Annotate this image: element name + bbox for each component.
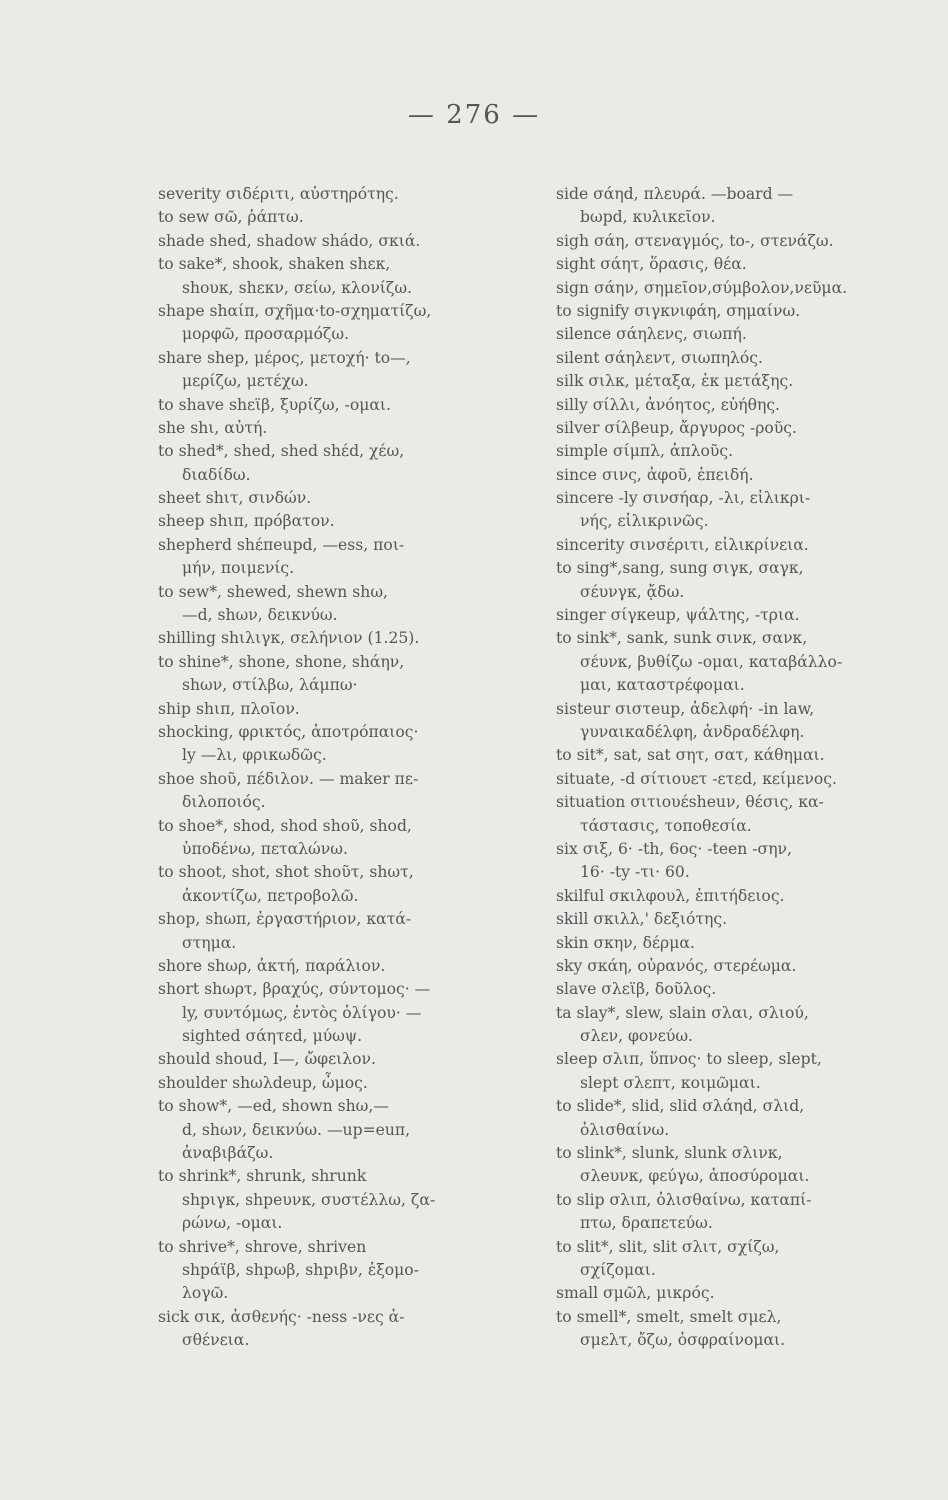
dictionary-line: σέυνγκ, ᾄδω. <box>580 582 685 601</box>
dictionary-line: skilful σκιλφουλ, ἐπιτήδειος. <box>556 886 785 905</box>
dictionary-line: to show*, —ed, shown shω,— <box>158 1097 389 1116</box>
dictionary-line: to shoe*, shod, shod shoῦ, shod, <box>158 816 412 835</box>
dictionary-line: d, shων, δεικνύω. —up=euπ, <box>182 1120 411 1139</box>
dictionary-line: μερίζω, μετέχω. <box>182 372 309 391</box>
dictionary-line: μήν, ποιμενίς. <box>182 559 295 578</box>
dictionary-line: six σιξ, 6· -th, 6ος· -teen -σην, <box>556 839 792 858</box>
dictionary-line: ὑποδένω, πεταλώνω. <box>182 839 348 858</box>
dictionary-line: to sake*, shook, shaken shεκ, <box>158 255 391 274</box>
dictionary-line: side σάηd, πλευρά. —board — <box>556 185 794 203</box>
dictionary-line: sincere -ly σινσήαρ, -λι, εἰλικρι- <box>556 489 811 508</box>
dictionary-line: situation σιτιουέsheuν, θέσις, κα- <box>556 793 824 812</box>
dictionary-line: shocking, φρικτός, ἀποτρόπαιος· <box>158 722 419 741</box>
dictionary-line: to sew σῶ, ῥάπτω. <box>158 208 304 227</box>
dictionary-line: to slip σλιπ, ὀλισθαίνω, καταπί- <box>556 1190 812 1209</box>
dictionary-line: ship shιπ, πλοῖον. <box>158 699 300 718</box>
dictionary-line: shpάϊβ, shpωβ, shpιβν, ἐξομο- <box>182 1260 419 1279</box>
dictionary-line: skin σκην, δέρμα. <box>556 933 695 952</box>
dictionary-line: to sink*, sank, sunk σινκ, σανκ, <box>556 629 808 648</box>
dictionary-line: shων, στίλβω, λάμπω· <box>182 676 358 695</box>
dictionary-line: since σινς, ἀφοῦ, ἐπειδή. <box>556 465 754 484</box>
dictionary-line: slave σλεϊβ, δοῦλος. <box>556 980 717 999</box>
dictionary-line: slept σλεπτ, κοιμῶμαι. <box>580 1073 761 1092</box>
dictionary-line: to slit*, slit, slit σλιτ, σχίζω, <box>556 1237 780 1256</box>
dictionary-line: situate, -d σίτιουετ -ετεd, κείμενος. <box>556 769 837 788</box>
dictionary-line: sighted σάητεd, μύωψ. <box>182 1027 363 1046</box>
dictionary-line: to shine*, shone, shone, shάην, <box>158 652 405 671</box>
dictionary-line: ἀναβιβάζω. <box>182 1144 274 1163</box>
dictionary-line: sheep shιπ, πρόβατον. <box>158 512 335 531</box>
dictionary-line: σμελτ, ὄζω, ὀσφραίνομαι. <box>580 1331 786 1350</box>
dictionary-line: skill σκιλλ,' δεξιότης. <box>556 910 728 929</box>
right-column <box>556 183 910 1353</box>
dictionary-line: to sit*, sat, sat σητ, σατ, κάθημαι. <box>556 746 825 765</box>
dictionary-line: should shoud, I—, ὤφειλον. <box>158 1050 376 1069</box>
dictionary-line: sincerity σινσέριτι, εἰλικρίνεια. <box>556 535 809 554</box>
dictionary-line: sisteur σιστeup, ἀδελφή· -in law, <box>556 699 815 718</box>
dictionary-line: shουκ, shεκν, σείω, κλονίζω. <box>182 278 413 297</box>
dictionary-line: ἀκοντίζω, πετροβολῶ. <box>182 886 359 905</box>
dictionary-line: shop, shωπ, ἐργαστήριον, κατά- <box>158 910 412 929</box>
dictionary-line: ly —λι, φρικωδῶς. <box>182 746 327 765</box>
dictionary-line: διαδίδω. <box>182 465 251 484</box>
dictionary-line: μορφῶ, προσαρμόζω. <box>182 325 350 344</box>
dictionary-line: silent σάηλεντ, σιωπηλός. <box>556 348 763 367</box>
dictionary-line: σλeυνκ, φεύγω, ἀποσύρομαι. <box>580 1167 810 1186</box>
dictionary-line: to shrink*, shrunk, shrunk <box>158 1167 367 1186</box>
dictionary-line: shoulder shωλdeup, ὦμος. <box>158 1073 368 1092</box>
dictionary-line: share shep, μέρος, μετοχή· to—, <box>158 348 411 367</box>
dictionary-line: σθένεια. <box>182 1331 250 1350</box>
page-number: — 276 — <box>407 100 541 130</box>
dictionary-line: shore shωρ, ἀκτή, παράλιον. <box>158 956 386 975</box>
dictionary-line: to signify σιγκνιφάη, σημαίνω. <box>556 301 801 320</box>
dictionary-line: shoe shoῦ, πέδιλον. — maker πε- <box>158 769 419 788</box>
dictionary-line: μαι, καταστρέφομαι. <box>580 676 745 695</box>
dictionary-line: to shrive*, shrove, shriven <box>158 1237 367 1256</box>
dictionary-line: λογῶ. <box>182 1284 229 1303</box>
dictionary-line: sigh σάη, στεναγμός, to-, στενάζω. <box>556 231 834 250</box>
dictionary-line: νής, εἰλικρινῶς. <box>580 512 709 531</box>
dictionary-line: ὀλισθαίνω. <box>580 1120 670 1139</box>
dictionary-line: —d, shων, δεικνύω. <box>182 606 338 625</box>
dictionary-line: simple σίμπλ, ἁπλοῦς. <box>556 442 734 461</box>
dictionary-line: στημα. <box>182 933 237 952</box>
dictionary-line: to sew*, shewed, shewn shω, <box>158 582 388 601</box>
dictionary-line: shilling shιλιγκ, σελήνιον (1.25). <box>158 629 420 648</box>
dictionary-line: shepherd shέπeupd, —ess, ποι- <box>158 535 405 554</box>
left-column <box>158 183 520 1353</box>
dictionary-line: sick σικ, ἀσθενής· -ness -νες ἀ- <box>158 1307 405 1326</box>
dictionary-line: to slide*, slid, slid σλάηd, σλιd, <box>556 1097 805 1116</box>
dictionary-line: singer σίγκeup, ψάλτης, -τρια. <box>556 606 800 625</box>
dictionary-line: σέυνκ, βυθίζω -ομαι, καταβάλλο- <box>580 652 843 671</box>
dictionary-line: shade shed, shadow shádo, σκιά. <box>158 231 421 250</box>
dictionary-line: severity σιδέριτι, αὐστηρότης. <box>158 185 399 203</box>
dictionary-line: silver σίλβeup, ἄργυρος -ροῦς. <box>556 418 797 437</box>
dictionary-line: sight σάητ, ὅρασις, θέα. <box>556 255 747 274</box>
dictionary-line: silly σίλλι, ἀνόητος, εὐήθης. <box>556 395 781 414</box>
dictionary-line: she shι, αὐτή. <box>158 418 268 437</box>
dictionary-line: sheet shιτ, σινδών. <box>158 489 312 508</box>
dictionary-line: to shed*, shed, shed shέd, χέω, <box>158 442 405 461</box>
dictionary-line: γυναικαδέλφη, ἀνδραδέλφη. <box>580 722 805 741</box>
dictionary-line: sky σκάη, οὐρανός, στερέωμα. <box>556 956 797 975</box>
dictionary-line: silk σιλκ, μέταξα, ἐκ μετάξης. <box>556 372 794 391</box>
dictionary-line: τάστασις, τοποθεσία. <box>580 816 752 835</box>
dictionary-line: shpιγκ, shpeυνκ, συστέλλω, ζα- <box>182 1190 436 1209</box>
dictionary-line: sign σάην, σημεῖον,σύμβολον,νεῦμα. <box>556 278 848 297</box>
dictionary-line: sleep σλιπ, ὕπνος· to sleep, slept, <box>556 1050 822 1069</box>
dictionary-line: to sing*,sang, sung σιγκ, σαγκ, <box>556 559 804 578</box>
dictionary-line: to slink*, slunk, slunk σλινκ, <box>556 1144 783 1163</box>
dictionary-line: to shave shεϊβ, ξυρίζω, -ομαι. <box>158 395 391 414</box>
dictionary-line: to smell*, smelt, smelt σμελ, <box>556 1307 782 1326</box>
dictionary-line: σχίζομαι. <box>580 1260 656 1279</box>
dictionary-line: bωpd, κυλικεῖον. <box>580 208 716 227</box>
dictionary-line: to shoot, shot, shot shoῦτ, shωτ, <box>158 863 414 882</box>
dictionary-line: σλεν, φονεύω. <box>580 1027 694 1046</box>
dictionary-line: ly, συντόμως, ἐντὸς ὀλίγου· — <box>182 1003 422 1022</box>
dictionary-line: 16· -ty -τι· 60. <box>580 863 690 882</box>
dictionary-line: silence σάηλενς, σιωπή. <box>556 325 747 344</box>
dictionary-line: short shωρτ, βραχύς, σύντομος· — <box>158 980 431 999</box>
dictionary-line: shape shαίπ, σχῆμα·to-σχηματίζω, <box>158 301 432 320</box>
dictionary-line: ρώνω, -ομαι. <box>182 1214 283 1233</box>
dictionary-line: πτω, δραπετεύω. <box>580 1214 713 1233</box>
dictionary-line: small σμῶλ, μικρός. <box>556 1284 715 1303</box>
dictionary-line: διλοποιός. <box>182 793 266 812</box>
dictionary-line: ta slay*, slew, slain σλαι, σλιού, <box>556 1003 809 1022</box>
